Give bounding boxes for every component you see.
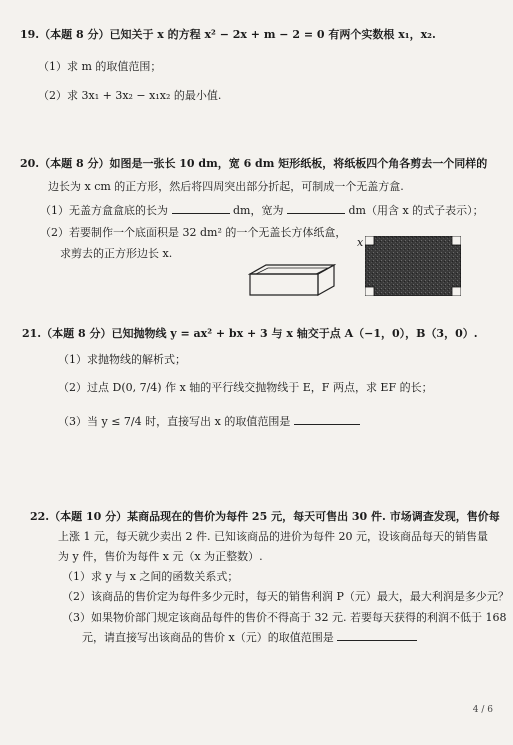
- q22-part1: （1）求 y 与 x 之间的函数关系式；: [62, 570, 239, 583]
- q20-answer-blank-width[interactable]: [287, 203, 345, 214]
- q20-part1: [40, 203, 484, 218]
- q22-stem-cont1: 上涨 1 元，每天就少卖出 2 件. 已知该商品的进价为每件 20 元，设该商品每天的销售量: [58, 530, 488, 543]
- q20-answer-blank-length[interactable]: [172, 203, 230, 214]
- square-side-label: x: [357, 236, 364, 249]
- q22-part3-text: 元，请直接写出该商品的售价 x（元）的取值范围是: [82, 631, 334, 644]
- q20-part1-text-a: （1）无盖方盒盒底的长为: [40, 204, 168, 217]
- q19-part2: （2）求 3x₁ + 3x₂ − x₁x₂ 的最小值.: [38, 89, 222, 102]
- q20-stem-cont: 边长为 x cm 的正方形，然后将四周突出部分折起，可制成一个无盖方盒.: [48, 180, 404, 193]
- q22-stem-cont2: 为 y 件，售价为每件 x 元（x 为正整数）.: [58, 550, 263, 563]
- q21-answer-blank[interactable]: [294, 414, 360, 425]
- q22-part3: （3）如果物价部门规定该商品每件的售价不得高于 32 元. 若要每天获得的利润不低于 168: [62, 611, 507, 624]
- q22-stem: 22.（本题 10 分）某商品现在的售价为每件 25 元，每天可售出 30 件. 市场调查发现，售价每: [30, 510, 500, 523]
- q19-part1: （1）求 m 的取值范围；: [38, 60, 162, 73]
- q20-part1-text-b: dm，宽为: [233, 204, 284, 217]
- page-number: 4 / 6: [472, 705, 493, 715]
- q21-part3-text: （3）当 y ≤ 7/4 时，直接写出 x 的取值范围是: [58, 415, 291, 428]
- q20-part1-text-c: dm（用含 x 的式子表示）；: [348, 204, 484, 217]
- q22-part3-cont: [82, 630, 417, 645]
- q21-part3: [58, 414, 360, 429]
- q22-part2: （2）该商品的售价定为每件多少元时，每天的销售利润 P（元）最大，最大利润是多少元？: [62, 590, 509, 603]
- q22-answer-blank[interactable]: [337, 630, 417, 641]
- open-box-figure: [248, 262, 336, 298]
- cardboard-figure: [365, 236, 461, 296]
- q20-part2: （2）若要制作一个底面积是 32 dm² 的一个无盖长方体纸盒，: [40, 226, 347, 239]
- q21-part2: （2）过点 D(0, 7/4) 作 x 轴的平行线交抛物线于 E，F 两点，求 EF 的长；: [58, 381, 433, 394]
- q20-stem: 20.（本题 8 分）如图是一张长 10 dm，宽 6 dm 矩形纸板，将纸板四个角各剪去一个同样的: [20, 157, 488, 170]
- q21-stem: 21.（本题 8 分）已知抛物线 y = ax² + bx + 3 与 x 轴交于点 A（−1，0），B（3，0）.: [22, 327, 478, 340]
- q19-stem: 19.（本题 8 分）已知关于 x 的方程 x² − 2x + m − 2 = 0 有两个实数根 x₁，x₂.: [20, 28, 436, 41]
- q21-part1: （1）求抛物线的解析式；: [58, 353, 186, 366]
- q20-part2-cont: 求剪去的正方形边长 x.: [60, 247, 173, 260]
